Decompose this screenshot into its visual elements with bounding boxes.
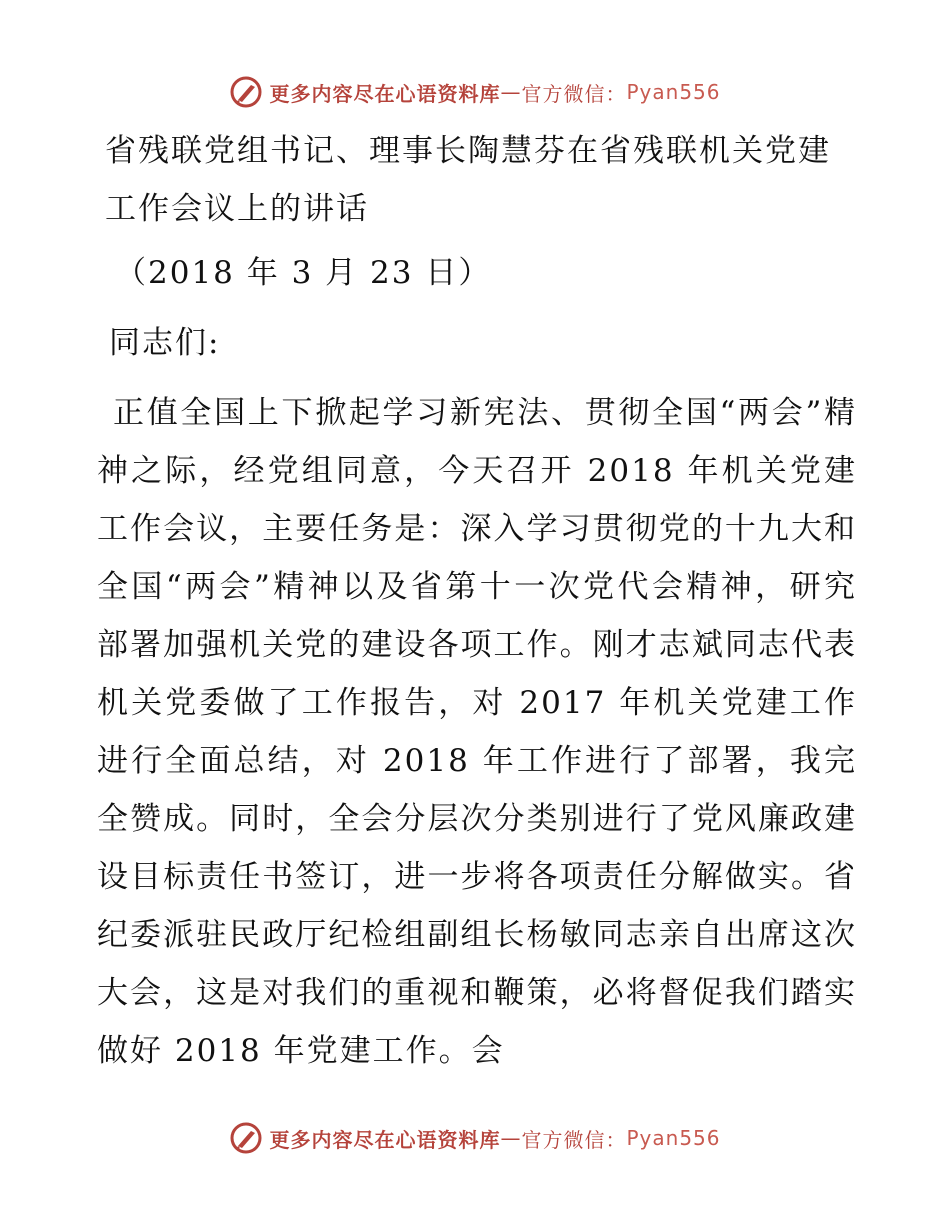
banner-official-label: 官方微信： [521, 1127, 627, 1152]
footer-watermark-banner [0, 1118, 950, 1158]
document-date: （2018 年 3 月 23 日） [115, 255, 492, 291]
header-watermark-banner [0, 72, 950, 112]
banner-wechat-id: Pyan556 [626, 1126, 721, 1150]
quill-pen-icon [229, 1121, 263, 1155]
banner-wechat-id: Pyan556 [626, 80, 721, 104]
salutation: 同志们: [109, 325, 221, 361]
banner-official-label: 官方微信： [521, 81, 627, 106]
body-paragraph: 正值全国上下掀起学习新宪法、贯彻全国“两会”精神之际，经党组同意，今天召开 2018 年机关党建工作会议，主要任务是：深入学习贯彻党的十九大和全国“两会”精神以及省第十一次党代会精神，研究部署加强机关党的建设各项工作。刚才志斌同志代表机关党委做了工作报告，对 2017 年机关党建工作进行全面总结，对 2018 年工作进行了部署，我完全赞成。同时，全会分层次分类别进行了党风廉政建设目标责任书签订，进一步将各项责任分解做实。省纪委派驻民政厅纪检组副组长杨敏同志亲自出席这次大会，这是对我们的重视和鞭策，必将督促我们踏实做好 2018 年党建工作。会 [97, 395, 857, 1069]
banner-dash: — [500, 1126, 522, 1150]
document-title: 省残联党组书记、理事长陶慧芬在省残联机关党建工作会议上的讲话 [105, 133, 831, 227]
banner-dash: — [500, 80, 522, 104]
banner-text: 更多内容尽在心语资料库 [269, 1127, 501, 1152]
banner-text: 更多内容尽在心语资料库 [269, 81, 501, 106]
document-body [97, 122, 857, 1080]
quill-pen-icon [229, 75, 263, 109]
